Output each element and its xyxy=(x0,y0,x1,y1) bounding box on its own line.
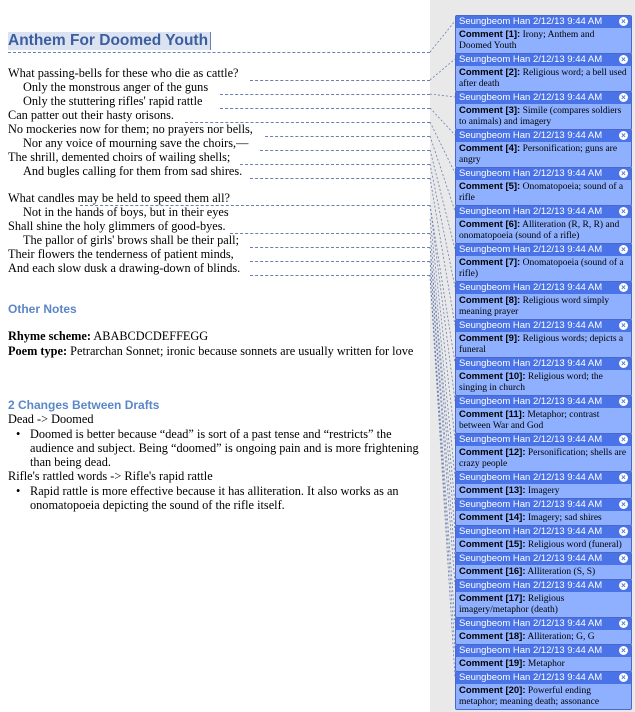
close-icon[interactable]: × xyxy=(619,473,628,482)
poem-line[interactable]: Can patter out their hasty orisons. xyxy=(8,108,174,122)
comment-text: Alliteration (R, R, R) and onomatopoeia (sound of a rifle) xyxy=(459,220,620,241)
close-icon[interactable]: × xyxy=(619,207,628,216)
comment-balloon[interactable] xyxy=(455,552,632,580)
close-icon[interactable]: × xyxy=(619,527,628,536)
comment-label: Comment [6]: xyxy=(459,219,521,230)
rhyme-scheme-label: Rhyme scheme: xyxy=(8,329,91,343)
anchor-line xyxy=(250,261,430,262)
close-icon[interactable]: × xyxy=(619,245,628,254)
comment-header: Seungbeom Han 2/12/13 9:44 AM xyxy=(459,553,603,564)
comment-balloon[interactable] xyxy=(455,15,632,54)
anchor-line xyxy=(250,275,430,276)
anchor-line xyxy=(230,233,430,234)
poem-line[interactable]: The shrill, demented choirs of wailing shells; xyxy=(8,150,231,164)
poem-line[interactable]: And bugles calling for them from sad shires. xyxy=(23,164,243,178)
comment-header: Seungbeom Han 2/12/13 9:44 AM xyxy=(459,16,603,27)
poem-type xyxy=(8,344,418,358)
comment-text: Imagery xyxy=(527,486,560,496)
close-icon[interactable]: × xyxy=(619,435,628,444)
comment-header: Seungbeom Han 2/12/13 9:44 AM xyxy=(459,672,603,683)
comment-label: Comment [11]: xyxy=(459,409,525,420)
comment-balloon[interactable] xyxy=(455,319,632,358)
poem-line[interactable]: Shall shine the holy glimmers of good-byes. xyxy=(8,219,226,233)
comment-header: Seungbeom Han 2/12/13 9:44 AM xyxy=(459,168,603,179)
comment-balloon[interactable] xyxy=(455,357,632,396)
comment-label: Comment [15]: xyxy=(459,539,526,550)
comment-balloon[interactable] xyxy=(455,579,632,618)
change-bullet xyxy=(16,484,422,512)
comment-header: Seungbeom Han 2/12/13 9:44 AM xyxy=(459,282,603,293)
close-icon[interactable]: × xyxy=(619,673,628,682)
rhyme-scheme xyxy=(8,329,208,343)
close-icon[interactable]: × xyxy=(619,17,628,26)
comment-text: Religious words; depicts a funeral xyxy=(459,334,624,355)
poem-type-label: Poem type: xyxy=(8,344,68,358)
close-icon[interactable]: × xyxy=(619,131,628,140)
comment-header: Seungbeom Han 2/12/13 9:44 AM xyxy=(459,526,603,537)
comment-text: Religious word simply meaning prayer xyxy=(459,296,610,317)
comment-header: Seungbeom Han 2/12/13 9:44 AM xyxy=(459,130,603,141)
comment-header: Seungbeom Han 2/12/13 9:44 AM xyxy=(459,645,603,656)
comment-label: Comment [19]: xyxy=(459,658,526,669)
comment-text: Alliteration (S, S) xyxy=(527,567,596,577)
comment-label: Comment [9]: xyxy=(459,333,521,344)
comment-label: Comment [20]: xyxy=(459,685,526,696)
poem-line[interactable]: What candles may be held to speed them all? xyxy=(8,191,230,205)
poem-line[interactable]: The pallor of girls' brows shall be their pall; xyxy=(23,233,239,247)
close-icon[interactable]: × xyxy=(619,169,628,178)
comment-text: Onomatopoeia (sound of a rifle) xyxy=(459,258,624,279)
comment-text: Religious word; a bell used after death xyxy=(459,68,627,89)
poem-line[interactable]: Only the monstrous anger of the guns xyxy=(23,80,209,94)
comment-balloon[interactable] xyxy=(455,644,632,672)
comment-balloon[interactable] xyxy=(455,281,632,320)
comment-label: Comment [5]: xyxy=(459,181,521,192)
close-icon[interactable]: × xyxy=(619,581,628,590)
comment-label: Comment [2]: xyxy=(459,67,521,78)
comment-balloon[interactable] xyxy=(455,671,632,710)
change-title: Dead -> Doomed xyxy=(8,412,94,426)
comment-label: Comment [8]: xyxy=(459,295,521,306)
anchor-line xyxy=(265,136,430,137)
other-notes-heading: Other Notes xyxy=(8,302,77,316)
change-title: Rifle's rattled words -> Rifle's rapid rattle xyxy=(8,469,213,483)
poem-title[interactable]: Anthem For Doomed Youth xyxy=(8,32,211,50)
anchor-line xyxy=(260,150,430,151)
close-icon[interactable]: × xyxy=(619,55,628,64)
comment-header: Seungbeom Han 2/12/13 9:44 AM xyxy=(459,434,603,445)
comment-header: Seungbeom Han 2/12/13 9:44 AM xyxy=(459,618,603,629)
comment-balloon[interactable] xyxy=(455,167,632,206)
close-icon[interactable]: × xyxy=(619,283,628,292)
comment-header: Seungbeom Han 2/12/13 9:44 AM xyxy=(459,358,603,369)
comment-header: Seungbeom Han 2/12/13 9:44 AM xyxy=(459,92,603,103)
close-icon[interactable]: × xyxy=(619,397,628,406)
comment-text: Religious imagery/metaphor (death) xyxy=(459,594,565,615)
close-icon[interactable]: × xyxy=(619,321,628,330)
comment-text: Onomatopoeia; sound of a rifle xyxy=(459,182,624,203)
comment-text: Metaphor; contrast between War and God xyxy=(459,410,600,431)
comment-text: Irony; Anthem and Doomed Youth xyxy=(459,30,595,51)
comment-balloon[interactable] xyxy=(455,498,632,526)
comment-text: Personification; guns are angry xyxy=(459,144,618,165)
comment-balloon[interactable] xyxy=(455,243,632,282)
anchor-line xyxy=(250,247,430,248)
close-icon[interactable]: × xyxy=(619,500,628,509)
poem-line[interactable]: And each slow dusk a drawing-down of blinds. xyxy=(8,261,241,275)
comment-header: Seungbeom Han 2/12/13 9:44 AM xyxy=(459,499,603,510)
change-bullet-text: Rapid rattle is more effective because it has alliteration. It also works as an onomatopoeia depicting the sound of the rifle itself. xyxy=(30,484,399,512)
change-bullet xyxy=(16,427,422,469)
poem-line[interactable]: What passing-bells for these who die as cattle? xyxy=(8,66,239,80)
change-bullet-text: Doomed is better because “dead” is sort of a past tense and “restricts” the audience and subject. Being “doomed” is ongoing pain and is more frightening than being dead. xyxy=(30,427,419,469)
comment-balloon[interactable] xyxy=(455,525,632,553)
comment-balloon[interactable] xyxy=(455,617,632,645)
comment-label: Comment [17]: xyxy=(459,593,526,604)
comment-text: Alliteration; G, G xyxy=(527,632,595,642)
comment-balloon[interactable] xyxy=(455,395,632,434)
bullet-icon: • xyxy=(16,427,21,441)
comment-text: Imagery; sad shires xyxy=(527,513,602,523)
comment-header: Seungbeom Han 2/12/13 9:44 AM xyxy=(459,54,603,65)
comment-label: Comment [3]: xyxy=(459,105,521,116)
comment-text: Simile (compares soldiers to animals) and imagery xyxy=(459,106,622,127)
anchor-line xyxy=(220,108,430,109)
anchor-line xyxy=(240,164,430,165)
comment-header: Seungbeom Han 2/12/13 9:44 AM xyxy=(459,580,603,591)
poem-line[interactable]: Only the stuttering rifles' rapid rattle xyxy=(23,94,203,108)
comment-balloon[interactable] xyxy=(455,205,632,244)
comment-label: Comment [14]: xyxy=(459,512,526,523)
close-icon[interactable]: × xyxy=(619,93,628,102)
poem-line[interactable]: No mockeries now for them; no prayers nor bells, xyxy=(8,122,253,136)
poem-type-value: Petrarchan Sonnet; ironic because sonnets are usually written for love xyxy=(70,344,414,358)
close-icon[interactable]: × xyxy=(619,554,628,563)
comment-text: Metaphor xyxy=(527,659,565,669)
close-icon[interactable]: × xyxy=(619,359,628,368)
comment-text: Religious word; the singing in church xyxy=(459,372,603,393)
comment-label: Comment [7]: xyxy=(459,257,521,268)
title-anchor-line xyxy=(8,52,430,53)
poem-line[interactable]: Their flowers the tenderness of patient minds, xyxy=(8,247,234,261)
comment-header: Seungbeom Han 2/12/13 9:44 AM xyxy=(459,472,603,483)
rhyme-scheme-value: ABABCDCDEFFEGG xyxy=(93,329,209,343)
comment-balloon[interactable] xyxy=(455,129,632,168)
comment-header: Seungbeom Han 2/12/13 9:44 AM xyxy=(459,396,603,407)
comment-balloon[interactable] xyxy=(455,91,632,130)
comment-label: Comment [1]: xyxy=(459,29,521,40)
comment-text: Religious word (funeral) xyxy=(527,540,622,550)
comment-balloon[interactable] xyxy=(455,53,632,92)
comment-label: Comment [4]: xyxy=(459,143,521,154)
comment-label: Comment [10]: xyxy=(459,371,526,382)
anchor-line xyxy=(220,94,430,95)
close-icon[interactable]: × xyxy=(619,619,628,628)
anchor-line xyxy=(185,122,430,123)
poem-line[interactable]: Nor any voice of mourning save the choirs,— xyxy=(23,136,249,150)
comment-balloon[interactable] xyxy=(455,471,632,499)
comment-balloon[interactable] xyxy=(455,433,632,472)
anchor-line xyxy=(250,178,430,179)
comment-label: Comment [16]: xyxy=(459,566,526,577)
comment-text: Powerful ending metaphor; meaning death; assonance xyxy=(459,686,600,707)
comment-header: Seungbeom Han 2/12/13 9:44 AM xyxy=(459,320,603,331)
comment-label: Comment [13]: xyxy=(459,485,526,496)
anchor-line xyxy=(80,205,430,206)
comment-label: Comment [18]: xyxy=(459,631,526,642)
comment-header: Seungbeom Han 2/12/13 9:44 AM xyxy=(459,244,603,255)
anchor-line xyxy=(250,80,430,81)
poem-line[interactable]: Not in the hands of boys, but in their eyes xyxy=(23,205,229,219)
changes-heading: 2 Changes Between Drafts xyxy=(8,398,160,412)
comment-label: Comment [12]: xyxy=(459,447,526,458)
comment-header: Seungbeom Han 2/12/13 9:44 AM xyxy=(459,206,603,217)
comment-text: Personification; shells are crazy people xyxy=(459,448,627,469)
close-icon[interactable]: × xyxy=(619,646,628,655)
bullet-icon: • xyxy=(16,484,21,498)
